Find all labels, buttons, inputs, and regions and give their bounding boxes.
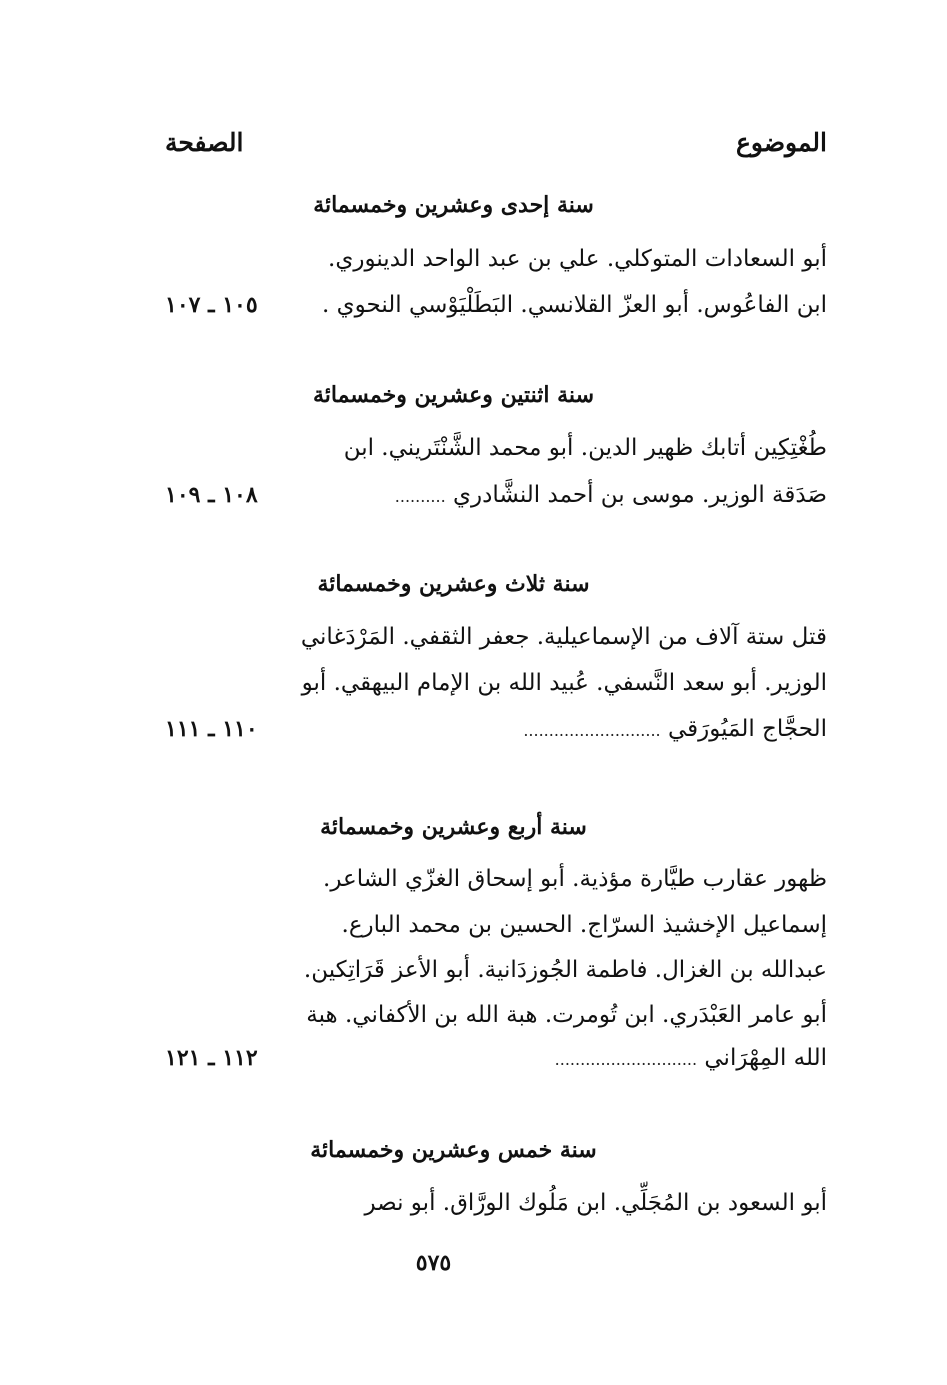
entry-line bbox=[555, 1045, 827, 1071]
page-range: ١١٠ ـ ١١١ bbox=[165, 716, 258, 742]
entry-text: صَدَقة الوزير. موسى بن أحمد النشَّادري bbox=[452, 482, 827, 508]
entry-line bbox=[395, 482, 827, 508]
entry-line bbox=[523, 716, 827, 742]
entry-text: الحجَّاج المَيُورَقي bbox=[667, 716, 827, 742]
leader-dots: .......... bbox=[394, 487, 446, 506]
page-range: ١١٢ ـ ١٢١ bbox=[165, 1045, 258, 1071]
section-title: سنة اثنتين وعشرين وخمسمائة bbox=[312, 382, 595, 408]
entry-line: قتل ستة آلاف من الإسماعيلية. جعفر الثقفي. المَرْدَغاني bbox=[300, 624, 827, 650]
page-range: ١٠٨ ـ ١٠٩ bbox=[165, 482, 258, 508]
entry-line: ظهور عقارب طيَّارة مؤذية. أبو إسحاق الغزّي الشاعر. bbox=[323, 866, 827, 892]
entry-line: ابن الفاعُوس. أبو العزّ القلانسي. البَطَلْيَوْسي النحوي . bbox=[322, 292, 827, 318]
leader-dots: ........................... bbox=[523, 721, 661, 740]
entry-line: إسماعيل الإخشيذ السرّاج. الحسين بن محمد البارع. bbox=[341, 912, 827, 938]
section-title: سنة إحدى وعشرين وخمسمائة bbox=[313, 192, 594, 218]
entry-line: عبدالله بن الغزال. فاطمة الجُوزدَانية. أبو الأعز قَرَاتِكين. bbox=[303, 957, 827, 983]
section-title: سنة خمس وعشرين وخمسمائة bbox=[310, 1137, 597, 1163]
entry-line: أبو عامر العَبْدَري. ابن تُومرت. هبة الله بن الأكفاني. هبة bbox=[306, 1002, 827, 1028]
page-number: ٥٧٥ bbox=[415, 1250, 452, 1276]
page-column-header: الصفحة bbox=[165, 128, 244, 157]
entry-line: أبو السعود بن المُجَلِّي. ابن مَلُوك الورَّاق. أبو نصر bbox=[364, 1190, 827, 1216]
entry-line: طُغْتِكِين أتابك ظهير الدين. أبو محمد الشَّنْتَريني. ابن bbox=[343, 435, 827, 461]
topic-column-header: الموضوع bbox=[736, 128, 827, 157]
entry-line: أبو السعادات المتوكلي. علي بن عبد الواحد الدينوري. bbox=[328, 246, 827, 272]
leader-dots: ............................ bbox=[554, 1050, 698, 1069]
section-title: سنة ثلاث وعشرين وخمسمائة bbox=[317, 571, 590, 597]
page-range: ١٠٥ ـ ١٠٧ bbox=[165, 292, 258, 318]
section-title: سنة أربع وعشرين وخمسمائة bbox=[320, 814, 587, 840]
entry-text: الله المِهْرَاني bbox=[704, 1045, 827, 1071]
entry-line: الوزير. أبو سعد النَّسفي. عُبيد الله بن الإمام البيهقي. أبو bbox=[301, 670, 827, 696]
